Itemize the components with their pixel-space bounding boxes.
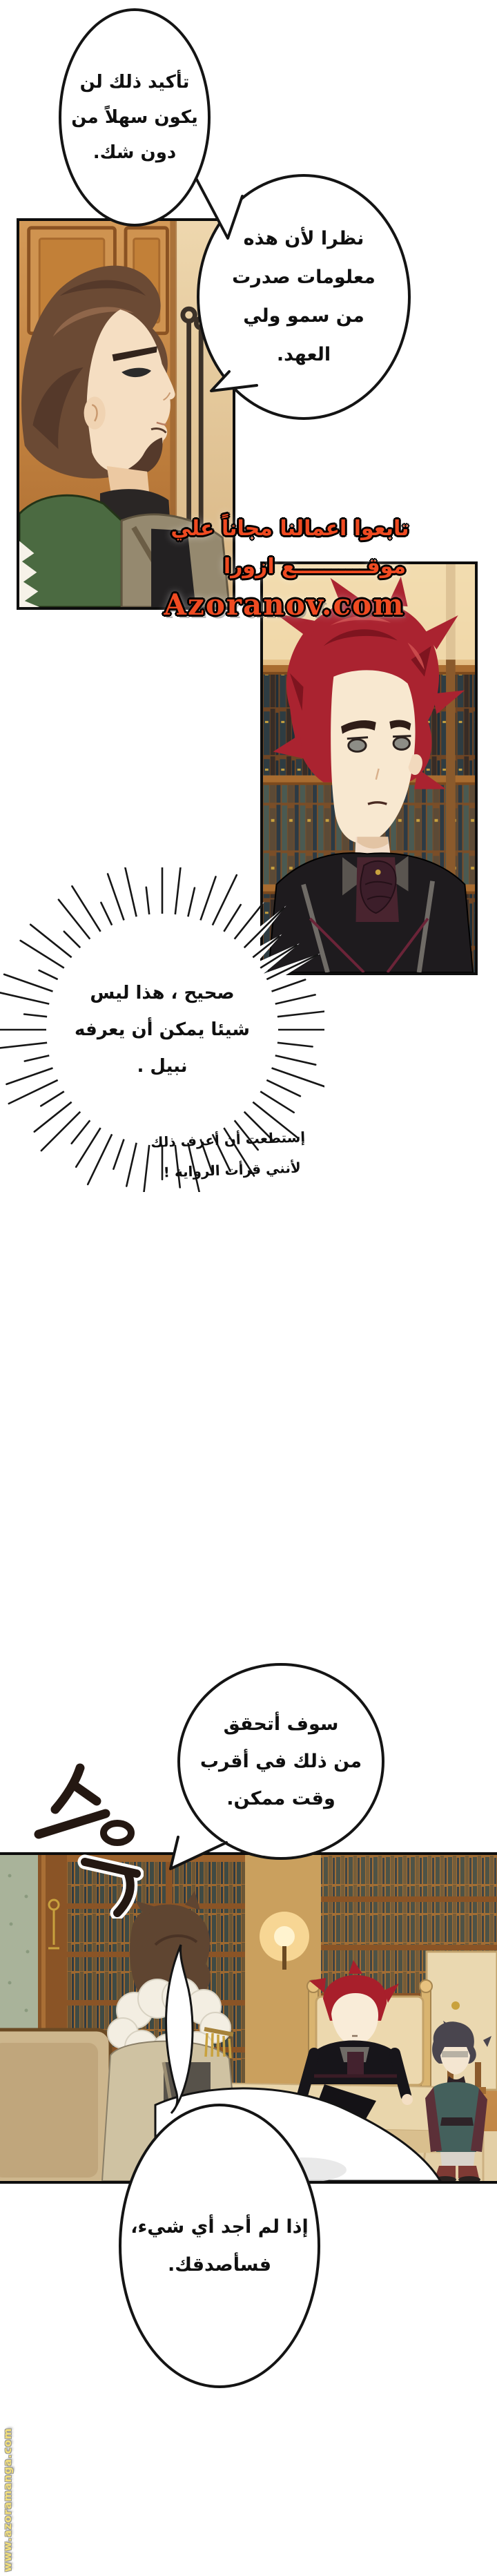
promo-watermark-line1: تابعوا اعمالنا مجاناً علي (170, 517, 409, 541)
speech-bubble-3 (177, 1663, 384, 1860)
bubble-line: شيئا يمكن أن يعرفه (75, 1019, 250, 1040)
speech-bubble-4 (119, 2104, 320, 2388)
aside-line: إستطعت أن أعرف ذلك (150, 1128, 306, 1151)
bubble-line: دون شك. (92, 142, 177, 163)
bubble-line: صحيح ، هذا ليس (90, 982, 235, 1003)
promo-watermark-line2: موقــــــــــع ازورا (223, 555, 407, 579)
site-watermark-vertical: www.azoramanga.com (1, 2428, 14, 2572)
bubble-line: العهد. (276, 344, 331, 365)
aside-line: لأنني قرأت الرواية ! (163, 1159, 302, 1181)
bubble-line: معلومات صدرت (232, 267, 376, 288)
promo-watermark-url: Azoranov.com (164, 588, 405, 622)
bubble-line: نظرا لأن هذه (243, 228, 364, 249)
bubble-line: نبيل . (137, 1055, 188, 1077)
bubble-connector (176, 148, 252, 245)
bubble-line: يكون سهلاً من (71, 106, 198, 128)
bubble-line: تأكيد ذلك لن (79, 71, 190, 93)
bubble-line: سوف أتحقق (223, 1713, 339, 1735)
bubble-3-tail (166, 1832, 235, 1874)
bubble-line: وقت ممكن. (226, 1787, 335, 1809)
bubble-line: من ذلك في أقرب (199, 1750, 362, 1772)
bubble-2-tail (204, 366, 266, 397)
bubble-line: فسأصدقك. (167, 2254, 272, 2276)
korean-sfx (12, 1753, 144, 1919)
bubble-line: إذا لم أجد أي شيء، (130, 2216, 309, 2238)
bubble-line: من سمو ولي (243, 305, 364, 327)
aside-note (150, 1122, 307, 1187)
